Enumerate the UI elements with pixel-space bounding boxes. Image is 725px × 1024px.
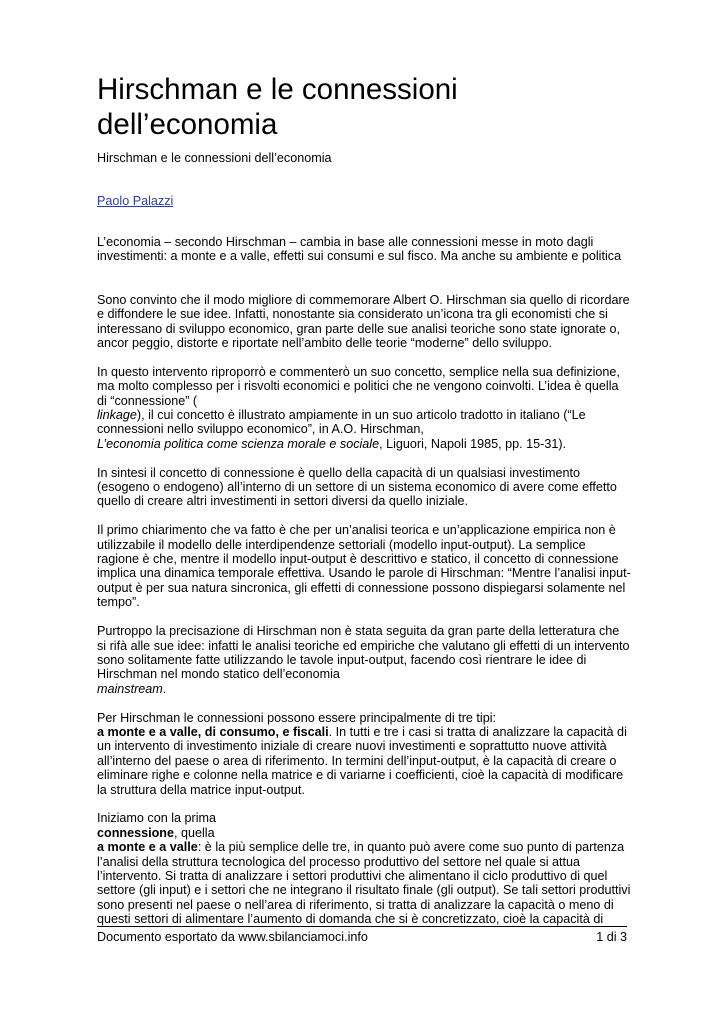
paragraph-3: In sintesi il concetto di connessione è quello della capacità di un qualsiasi investimento (esogeno o endogeno) all’interno di un settore di un sistema economico di avere come effetto quello di creare altri investimenti in settori diversi da quello iniziale. bbox=[97, 465, 617, 509]
author-link[interactable]: Paolo Palazzi bbox=[97, 194, 174, 208]
paragraph-6 bbox=[97, 711, 631, 797]
footer-source: Documento esportato da www.sbilanciamoci.info bbox=[97, 930, 368, 944]
connection-types: a monte e a valle, di consumo, e fiscali bbox=[97, 724, 329, 739]
paragraph-6-text-a: Per Hirschman le connessioni possono essere principalmente di tre tipi: bbox=[97, 710, 496, 725]
paragraph-2-text-b: ), il cui concetto è illustrato ampiamente in un suo articolo tradotto in italiano (“Le connessioni nello sviluppo economico”, in A.O. Hirschman, bbox=[97, 408, 586, 437]
paragraph-7-text-b: , quella bbox=[173, 825, 215, 840]
paragraph-5-text-b: . bbox=[162, 681, 167, 696]
article-lead: L’economia – secondo Hirschman – cambia in base alle connessioni messe in moto dagli investimenti: a monte e a valle, effetti sui consumi e sul fisco. Ma anche su ambiente e politica bbox=[97, 235, 622, 264]
paragraph-7-text-a: Iniziamo con la prima bbox=[97, 811, 216, 826]
article-subtitle: Hirschman e le connessioni dell’economia bbox=[97, 151, 332, 165]
book-title: L’economia politica come scienza morale e sociale bbox=[97, 436, 380, 451]
paragraph-7-text-c: : è la più semplice delle tre, in quanto può avere come suo punto di partenza l’analisi della struttura tecnologica del processo produttivo del settore nel quale si attua l’intervento. Si tratta di analizzare i settori produttivi che alimentano il ciclo produttivo di quel settore (gli input) e i settori che ne integrano il risultato finale (gli output). Se tali settori produttivi sono presenti nel paese o nell’area di riferimento, si tratta di analizzare la capacità o meno di questi settori di alimentare l’aumento di domanda che si è concretizzato, cioè la capacità di bbox=[97, 840, 631, 927]
paragraph-6-text-b: . In tutti e tre i casi si tratta di analizzare la capacità di un intervento di investimento iniziale di creare nuovi investimenti e soprattutto nuove attività all’interno del paese o area di riferimento. In termini dell’input-output, è la capacità di creare o eliminare righe e colonne nella matrice e di variarne i coefficienti, cioè la capacità di modificare la struttura della matrice input-output. bbox=[97, 724, 627, 797]
article-title-line-1: Hirschman e le connessioni bbox=[97, 73, 458, 106]
term-monte-valle: a monte e a valle bbox=[97, 840, 198, 855]
paragraph-1: Sono convinto che il modo migliore di commemorare Albert O. Hirschman sia quello di ricordare e diffondere le sue idee. Infatti, nonostante sia considerato un’icona tra gli economisti che si interessano di sviluppo economico, gran parte delle sue analisi teoriche sono state ignorate o, ancor peggio, distorte e riportate nell’ambito delle teorie “moderne” dello sviluppo. bbox=[97, 292, 630, 351]
article-body bbox=[97, 235, 631, 927]
footer-divider bbox=[97, 926, 627, 927]
paragraph-7 bbox=[97, 811, 631, 926]
paragraph-4: Il primo chiarimento che va fatto è che per un’analisi teorica e un’applicazione empirica non è utilizzabile il modello delle interdipendenze settoriali (modello input-output). La semplice ragione è che, mentre il modello input-output è descrittivo e statico, il concetto di connessione implica una dinamica temporale effettiva. Usando le parole di Hirschman: “Mentre l’analisi input-output è per sua natura sincronica, gli effetti di connessione possono dispiegarsi solamente nel tempo”. bbox=[97, 523, 631, 610]
paragraph-5-text-a: Purtroppo la precisazione di Hirschman non è stata seguita da gran parte della letteratura che si rifà alle sue idee: infatti le analisi teoriche ed empiriche che valutano gli effetti di un intervento sono solitamente fatte utilizzando le tavole input-output, facendo così rientrare le idee di Hirschman nel mondo statico dell’economia bbox=[97, 624, 630, 682]
article-title bbox=[97, 72, 657, 142]
article-title-line-2: dell’economia bbox=[97, 108, 278, 141]
paragraph-2 bbox=[97, 365, 631, 451]
term-linkage: linkage bbox=[97, 408, 137, 423]
term-connessione: connessione bbox=[97, 825, 174, 840]
term-mainstream: mainstream bbox=[97, 681, 163, 696]
paragraph-5 bbox=[97, 624, 631, 696]
paragraph-2-text-a: In questo intervento riproporrò e commenterò un suo concetto, semplice nella sua definizione, ma molto complesso per i risvolti economici e politici che ne vengono coinvolti. L’idea è quella di “connessione” ( bbox=[97, 364, 620, 408]
page-number: 1 di 3 bbox=[596, 930, 627, 944]
paragraph-2-text-c: , Liguori, Napoli 1985, pp. 15-31). bbox=[379, 436, 567, 451]
